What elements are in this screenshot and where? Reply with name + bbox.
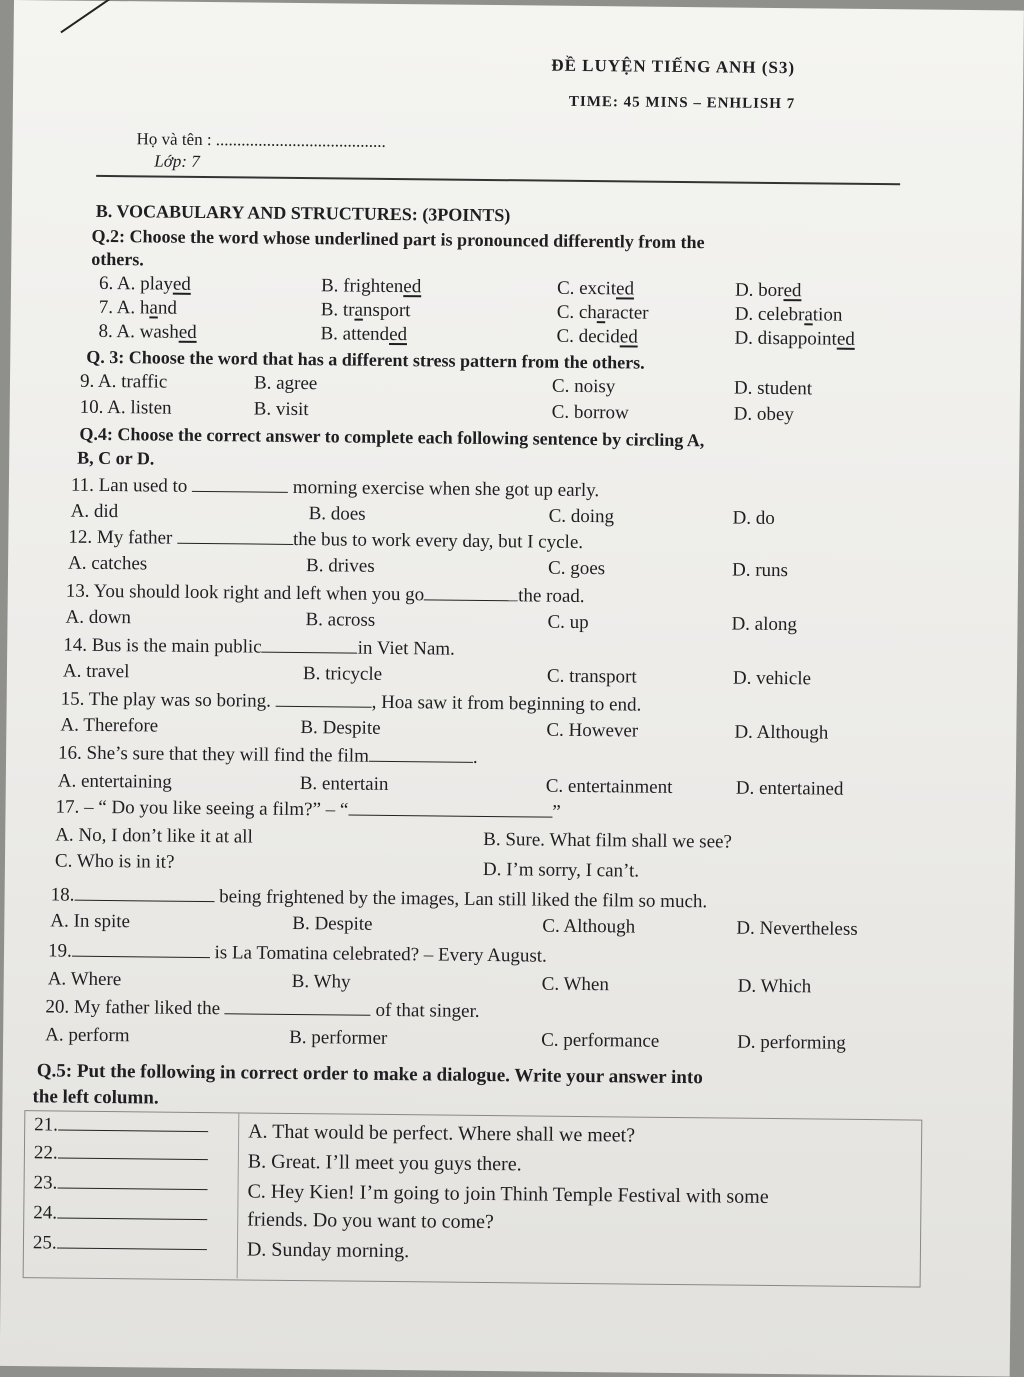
underlined-part: ed [616,278,634,299]
question-text-rest: is La Tomatina celebrated? – Every August. [210,942,547,967]
q3-option-d[interactable]: D. student [734,378,812,401]
option-d[interactable]: D. along [731,614,797,637]
exam-title: ĐỀ LUYỆN TIẾNG ANH (S3) [551,56,795,79]
class-label: Lớp: 7 [154,151,200,171]
option-a[interactable]: A. down [65,607,131,630]
option-b[interactable]: B. tricycle [303,663,382,686]
section-b-title: B. VOCABULARY AND STRUCTURES: (3POINTS) [96,201,511,226]
answer-blank[interactable] [72,942,210,958]
underlined-part: ed [389,324,407,345]
underlined-part: ed [837,329,855,350]
answer-row-21 [34,1114,208,1138]
q2-option-d[interactable] [735,304,843,327]
option-a[interactable]: A. perform [45,1024,130,1047]
option-text: 7. A. h [99,297,150,319]
q5-heading: Q.5: Put the following in correct order to make a dialogue. Write your answer into [37,1060,703,1089]
answer-blank[interactable] [424,585,518,601]
option-a[interactable]: A. travel [63,661,130,684]
underlined-part: a [597,302,606,323]
q2-option-d[interactable] [735,280,802,303]
option-d[interactable]: D. I’m sorry, I can’t. [483,859,639,883]
q2-option-b[interactable] [320,323,407,346]
option-text: D. disappoint [734,328,837,350]
question-text: 16. She’s sure that they will find the film [58,743,369,767]
option-b[interactable]: B. across [305,609,375,632]
option-b[interactable]: B. Despite [300,717,380,740]
option-b[interactable]: B. drives [306,555,375,578]
underlined-part: ed [179,322,197,343]
question-text: 13. You should look right and left when you go [66,581,425,606]
option-a[interactable]: A. did [71,501,119,523]
question-16 [58,743,478,769]
question-text-rest: the bus to work every day, but I cycle. [293,529,583,553]
option-text: D. bor [735,280,784,302]
answer-number: 24. [33,1202,57,1223]
option-text: 6. A. play [99,273,173,295]
question-text: 18. [51,884,75,905]
option-a[interactable]: A. In spite [50,910,130,933]
question-text: 11. Lan used to [71,475,192,497]
option-c[interactable]: C. Who is in it? [55,850,175,873]
answer-blank[interactable] [369,747,473,763]
question-11 [71,475,600,503]
answer-number: 22. [34,1142,58,1163]
question-text: 20. My father liked the [45,996,225,1019]
q2-option-d[interactable] [734,328,855,351]
pen-mark [60,0,127,33]
q2-option-a[interactable] [98,321,196,344]
answer-blank[interactable] [58,1144,208,1161]
option-c[interactable]: C. When [542,974,609,997]
answer-blank[interactable] [192,477,288,493]
dialogue-line: A. That would be perfect. Where shall we meet? [248,1121,635,1148]
q2-option-c[interactable] [557,278,634,301]
option-d[interactable]: D. performing [737,1032,846,1055]
option-text: B. attend [320,323,389,345]
dialogue-line: D. Sunday morning. [247,1239,409,1264]
option-a[interactable]: A. Where [48,968,122,991]
underlined-part: a [804,304,813,325]
option-text: B. tr [321,299,355,320]
q5-heading-cont: the left column. [32,1086,158,1109]
q2-heading-cont: others. [91,249,144,271]
option-a[interactable]: A. entertaining [58,771,172,794]
option-d[interactable]: D. vehicle [733,668,811,691]
question-text: 12. My father [68,527,177,549]
q2-option-a[interactable] [99,297,177,320]
question-text-rest: morning exercise when she got up early. [288,477,599,501]
answer-blank[interactable] [177,529,293,545]
question-15 [61,689,642,717]
answer-blank[interactable] [57,1204,207,1221]
question-text-rest: , Hoa saw it from beginning to end. [372,692,642,716]
answer-blank[interactable] [74,886,214,902]
q3-option-c[interactable]: C. borrow [552,402,629,425]
question-12 [68,527,583,554]
answer-blank[interactable] [262,638,358,654]
q4-heading: Q.4: Choose the correct answer to complete each following sentence by circling A, [79,424,704,452]
option-text-rest: nd [158,298,177,319]
q2-option-c[interactable] [556,326,637,349]
option-c[interactable]: C. entertainment [546,776,673,799]
q2-option-b[interactable] [321,299,411,322]
question-text-rest: being frightened by the images, Lan still liked the film so much. [214,886,707,912]
question-text-rest: . [473,747,478,768]
option-a[interactable]: A. catches [68,553,147,576]
answer-row-23 [33,1172,207,1196]
underlined-part: ed [403,276,421,297]
option-a[interactable]: A. Therefore [60,715,158,738]
option-c[interactable]: C. However [546,720,638,743]
question-text-rest: of that singer. [371,1000,480,1022]
option-text-rest: nsport [363,300,411,321]
option-text: B. frighten [321,275,404,297]
option-text: C. excit [557,278,616,300]
header-rule [96,175,900,185]
dialogue-line: friends. Do you want to come? [247,1209,494,1235]
underlined-part: ed [620,326,638,347]
option-d[interactable]: D. Nevertheless [736,918,858,941]
q3-heading: Q. 3: Choose the word that has a different stress pattern from the others. [86,347,645,374]
underlined-part: a [354,300,363,321]
answer-number: 25. [33,1232,57,1253]
option-a[interactable]: A. No, I don’t like it at all [55,824,253,848]
question-17 [55,796,560,823]
option-b[interactable]: B. Why [292,971,351,994]
q3-option-b[interactable]: B. visit [254,399,309,422]
option-c[interactable]: C. Although [542,916,635,939]
underlined-part: ed [783,280,801,301]
question-19 [48,940,547,967]
q2-option-a[interactable] [99,273,191,296]
underlined-part: ed [173,274,191,295]
q2-heading: Q.2: Choose the word whose underlined part is pronounced differently from the [91,226,704,253]
answer-row-24 [33,1202,207,1226]
option-c[interactable]: C. goes [548,558,605,581]
answer-blank[interactable] [57,1174,207,1191]
dialogue-line: C. Hey Kien! I’m going to join Thinh Temple Festival with some [247,1181,768,1209]
answer-row-25 [33,1232,207,1256]
option-b[interactable]: B. Despite [292,913,372,936]
q2-option-b[interactable] [321,275,421,298]
q3-option-c[interactable]: C. noisy [552,376,616,399]
q4-heading-cont: B, C or D. [77,448,154,470]
question-text: 17. – “ Do you like seeing a film?” – “ [55,796,348,820]
option-text: C. decid [556,326,620,348]
question-text-rest: in Viet Nam. [358,638,455,660]
option-text-rest: tion [813,304,843,325]
q3-option-d[interactable]: D. obey [734,404,794,427]
question-text-rest: ” [552,802,561,823]
answer-blank[interactable] [348,801,552,818]
answer-blank[interactable] [225,999,371,1016]
q2-option-c[interactable] [557,302,649,325]
question-13 [66,581,585,608]
option-c[interactable]: C. transport [547,666,637,689]
question-text: 14. Bus is the main public [63,635,262,658]
option-b[interactable]: B. entertain [300,773,389,796]
option-d[interactable]: D. runs [732,560,788,583]
option-text: D. celebr [735,304,805,326]
answer-blank[interactable] [57,1234,207,1251]
option-text-rest: racter [605,302,648,323]
underlined-part: a [149,297,158,318]
option-d[interactable]: D. do [732,508,774,530]
question-18 [51,884,708,913]
answer-blank[interactable] [58,1116,208,1133]
name-label: Họ và tên : ........................................ [136,129,386,152]
option-text: 8. A. wash [98,321,178,343]
option-c[interactable]: C. doing [549,506,615,529]
answer-number: 23. [34,1172,58,1193]
option-c[interactable]: C. up [547,612,588,634]
question-14 [63,635,455,661]
question-20 [45,996,479,1023]
answer-row-22 [34,1142,208,1166]
option-c[interactable]: C. performance [541,1030,659,1053]
q3-option-b[interactable]: B. agree [254,373,318,396]
option-b[interactable]: B. Sure. What film shall we see? [483,829,732,854]
q3-option-a[interactable]: 9. A. traffic [80,371,167,394]
question-text-rest: the road. [518,585,585,607]
question-text: 19. [48,940,72,961]
option-d[interactable]: D. Although [734,722,828,745]
answer-number: 21. [34,1114,58,1135]
answer-blank[interactable] [276,692,372,708]
option-text: C. ch [557,302,597,323]
dialogue-line: B. Great. I’ll meet you guys there. [248,1151,522,1177]
option-d[interactable]: D. entertained [736,778,844,801]
option-b[interactable]: B. does [309,503,366,526]
question-text: 15. The play was so boring. [61,689,276,712]
q3-option-a[interactable]: 10. A. listen [80,397,172,420]
exam-time: TIME: 45 MINS – ENHLISH 7 [569,94,795,113]
option-b[interactable]: B. performer [289,1027,387,1050]
option-d[interactable]: D. Which [738,976,812,999]
